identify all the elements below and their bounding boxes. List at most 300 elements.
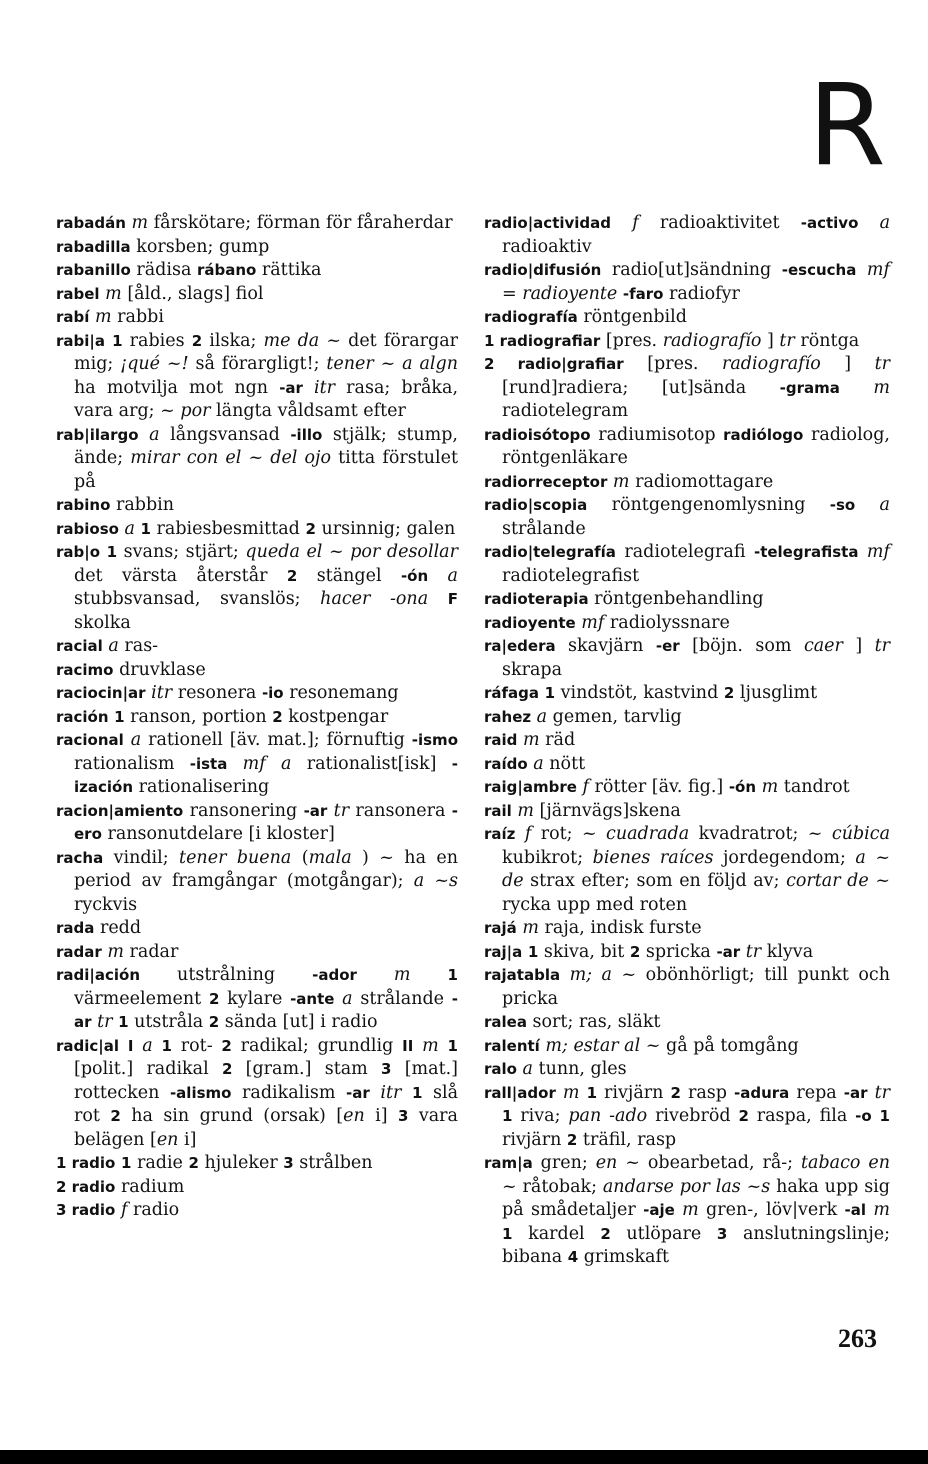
definition-text: obönhörligt; till punkt och pricka (502, 965, 890, 1009)
italic-text: en ~ (595, 1153, 640, 1173)
definition-text (439, 1036, 448, 1056)
definition-text: i] (364, 1106, 399, 1126)
dictionary-entry (484, 330, 890, 354)
definition-text: ransonering (183, 800, 304, 821)
italic-text: mf a (227, 753, 292, 774)
headword-text: 1 (586, 1083, 597, 1102)
headword-text: rabí (56, 308, 90, 326)
headword-text: rall|ador (484, 1083, 556, 1102)
dictionary-entry (484, 682, 890, 706)
definition-text: ras- (118, 636, 159, 656)
italic-text: itr (302, 377, 336, 398)
headword-text: 2 (208, 989, 220, 1008)
definition-text: skavjärn (555, 636, 656, 656)
headword-text: 3 radio (56, 1201, 116, 1219)
headword-text: 2 (221, 1060, 233, 1078)
definition-text: rädisa (130, 260, 197, 280)
definition-text: redd (94, 918, 142, 938)
italic-text: a (133, 1035, 153, 1056)
definition-text: vindstöt, kastvind (555, 683, 724, 703)
definition-text: gå på tomgång (660, 1035, 799, 1056)
definition-text: radar (123, 941, 179, 962)
headword-text: -activo (800, 214, 859, 232)
dictionary-entry (484, 1082, 890, 1153)
definition-text: ilska; (202, 330, 264, 351)
headword-text: I (127, 1036, 134, 1055)
headword-text: 2 (286, 566, 298, 585)
definition-text: strålande (502, 518, 586, 539)
headword-text: rab|ilargo (56, 425, 139, 444)
headword-text: 1 (112, 331, 123, 350)
definition-text: [mat.] rottecken (74, 1059, 458, 1103)
headword-text: raído (484, 754, 528, 773)
definition-text: kardel (512, 1223, 601, 1244)
headword-text: rabino (56, 496, 111, 514)
italic-text: a (531, 706, 548, 727)
definition-text: ranson, portion (124, 706, 273, 727)
dictionary-entry (484, 612, 890, 636)
definition-text: [polit.] radikal (74, 1059, 222, 1079)
dictionary-entry (484, 1152, 890, 1270)
definition-text: titta förstulet på (74, 448, 458, 492)
headword-text: rajatabla (484, 966, 561, 984)
definition-text: ] (842, 636, 875, 656)
definition-text: resonemang (283, 683, 399, 703)
definition-text: radiomottagare (629, 471, 774, 492)
headword-text: 2 (208, 1013, 220, 1031)
italic-text: ¡qué ~! (120, 354, 189, 374)
headword-text: 3 (716, 1224, 728, 1243)
definition-text: tandrot (778, 777, 850, 797)
italic-text: m (839, 377, 890, 398)
headword-text: rabel (56, 284, 100, 303)
italic-text: tr (740, 941, 762, 962)
definition-text: [böjn. som (679, 636, 804, 656)
definition-text: utstråla (128, 1012, 209, 1032)
headword-text: raíz (484, 825, 516, 843)
italic-text: m (516, 918, 539, 938)
italic-text: m (674, 1200, 699, 1220)
definition-text: radioaktivitet (638, 213, 801, 233)
definition-text: rötter [äv. fig.] (588, 777, 729, 797)
italic-text: m (89, 307, 112, 327)
definition-text: radio (127, 1200, 180, 1220)
definition-text: rationalism (74, 753, 190, 774)
definition-text: kubikrot; (502, 847, 593, 868)
headword-text: 2 (670, 1083, 681, 1102)
dictionary-entry (56, 729, 458, 800)
definition-text: ursinnig; galen (315, 518, 456, 539)
dictionary-entry (56, 236, 458, 260)
dictionary-entry (56, 1152, 458, 1176)
headword-text: 2 (738, 1107, 749, 1125)
definition-text: skrapa (502, 659, 563, 680)
headword-text: racional (56, 731, 124, 749)
headword-text: -ón (400, 566, 429, 585)
headword-text: rábano (196, 261, 257, 279)
dictionary-entry (484, 823, 890, 917)
italic-text: pan -ado (568, 1106, 648, 1126)
headword-text: -ar (843, 1083, 868, 1102)
dictionary-entry (484, 729, 890, 753)
dictionary-entry (56, 424, 458, 495)
definition-text: rabbi (111, 307, 164, 327)
definition-text: röntgenbehandling (588, 589, 764, 609)
italic-text: cortar de ~ (786, 871, 890, 891)
italic-text: radiografío (662, 330, 762, 351)
definition-text: rationalist[isk] (291, 753, 452, 774)
headword-text: -ar (279, 378, 303, 397)
headword-text: 2 (110, 1107, 121, 1125)
headword-text: radiorreceptor (484, 472, 608, 491)
headword-text: 3 (381, 1060, 392, 1078)
headword-text: 1 (120, 1154, 132, 1172)
definition-text (153, 1036, 162, 1056)
headword-text: 1 (106, 543, 118, 561)
italic-text: a (527, 753, 544, 774)
definition-text: strålande (352, 988, 452, 1009)
dictionary-entry (56, 1035, 458, 1153)
italic-text: f (611, 213, 639, 233)
italic-text: m; a ~ (560, 965, 637, 985)
headword-text: racial (56, 637, 103, 655)
headword-text: -escucha (781, 261, 857, 279)
headword-text: ralo (484, 1060, 517, 1078)
headword-text: radioisótopo (484, 425, 591, 444)
dictionary-entry (484, 1058, 890, 1082)
headword-text: rail (484, 801, 512, 820)
dictionary-entry (56, 306, 458, 330)
definition-text: grimskaft (578, 1247, 669, 1267)
italic-text: m (756, 777, 779, 797)
definition-text: ha motvilja mot ngn (74, 377, 280, 398)
italic-text: m; estar al ~ (539, 1035, 661, 1056)
headword-text: 2 radio|grafiar (484, 355, 624, 373)
headword-text: 1 (140, 519, 151, 538)
headword-text: -aje (643, 1201, 675, 1219)
headword-text: rahez (484, 707, 532, 726)
headword-text: ráfaga (484, 684, 540, 702)
headword-text: -ón (728, 778, 757, 796)
definition-text: radiotelegrafi (615, 542, 754, 562)
dictionary-entry (484, 917, 890, 941)
dictionary-entry (56, 283, 458, 307)
italic-text: a (102, 636, 119, 656)
italic-text: por (180, 401, 211, 421)
definition-text: längta våldsamt efter (210, 401, 406, 421)
headword-text: racimo (56, 660, 114, 679)
definition-text: utlöpare (610, 1223, 717, 1244)
definition-text: = (502, 283, 523, 304)
headword-text: -al (844, 1201, 867, 1219)
headword-text: rada (56, 919, 95, 937)
headword-text: 4 (567, 1248, 579, 1266)
italic-text: andarse por las ~s (602, 1176, 771, 1197)
headword-text: 2 (723, 684, 735, 702)
headword-text: 2 (629, 942, 641, 961)
italic-text: a (123, 730, 142, 750)
headword-text: 1 (527, 942, 539, 961)
italic-text: m (511, 800, 534, 821)
headword-text: rabadán (56, 214, 126, 232)
italic-text: mf (858, 542, 890, 562)
dictionary-entry (56, 1176, 458, 1200)
dictionary-entry (56, 964, 458, 1035)
headword-text: racha (56, 848, 104, 867)
definition-text: radiolyssnare (604, 612, 730, 633)
headword-text: raid (484, 731, 518, 749)
italic-text: en (156, 1129, 179, 1150)
dictionary-entry (56, 659, 458, 683)
definition-text: rabbin (110, 495, 175, 515)
headword-text: 2 (221, 1036, 232, 1055)
definition-text: [gram.] stam (232, 1059, 382, 1079)
definition-text: rationalisering (133, 777, 270, 797)
italic-text: m (413, 1035, 439, 1056)
definition-text: klyva (761, 941, 814, 962)
italic-text: m (101, 941, 124, 962)
definition-text: det värsta återstår (74, 565, 287, 586)
definition-text: obearbetad, rå-; (639, 1153, 801, 1173)
headword-text: 2 (191, 331, 203, 350)
definition-text: strålben (293, 1153, 373, 1173)
headword-text: 2 (305, 519, 316, 538)
headword-text: -io (261, 684, 284, 702)
italic-text: mala (308, 847, 352, 868)
dictionary-entry (484, 259, 890, 306)
definition-text: ljusglimt (734, 683, 818, 703)
definition-text: kvadratrot; ~ (689, 824, 832, 844)
italic-text: a (516, 1059, 533, 1079)
definition-text: stjälk; stump, ände; (74, 424, 458, 468)
definition-text: slå rot (74, 1082, 459, 1126)
italic-text: me da ~ (263, 330, 341, 351)
dictionary-entry (56, 330, 458, 424)
headword-text: radio|actividad (484, 214, 612, 232)
definition-text: rabiesbesmittad (150, 518, 306, 539)
headword-text: -ista (189, 754, 228, 773)
headword-text: -alismo (169, 1083, 232, 1102)
headword-text: raj|a (484, 942, 523, 961)
headword-text: -ización (74, 754, 458, 796)
dictionary-entry (484, 1011, 890, 1035)
headword-text: raig|ambre (484, 778, 577, 796)
italic-text: mirar con el ~ del ojo (130, 448, 332, 468)
dictionary-entry (484, 588, 890, 612)
headword-text: 1 (502, 1107, 513, 1125)
headword-text: radic|al (56, 1036, 120, 1055)
headword-text: radioterapia (484, 590, 589, 608)
headword-text: rajá (484, 919, 517, 937)
left-column (56, 212, 458, 1223)
italic-text: m (517, 730, 540, 750)
italic-text: cuadrada (606, 824, 690, 844)
headword-text: F (447, 590, 458, 608)
definition-text: rabies (122, 330, 192, 351)
definition-text: ryckvis (74, 894, 138, 915)
dictionary-entry (484, 212, 890, 259)
definition-text: träfil, rasp (577, 1129, 677, 1150)
definition-text: ransonera (349, 800, 452, 821)
definition-text: röntgengenomlysning (587, 495, 830, 515)
section-letter: R (808, 61, 886, 191)
headword-text: -ar (346, 1083, 370, 1102)
definition-text (411, 965, 448, 985)
definition-text: stubbsvansad, svanslös; (74, 589, 321, 609)
definition-text: utstrålning (140, 965, 313, 985)
definition-text: hjuleker (198, 1153, 284, 1173)
italic-text: tener ~ a algn (326, 354, 458, 374)
definition-text: [järnvägs]skena (533, 800, 681, 821)
definition-text: rivebröd (647, 1106, 739, 1126)
italic-text: tr (779, 330, 795, 351)
dictionary-entry (484, 635, 890, 682)
definition-text: haka upp sig på smådetaljer (502, 1176, 890, 1220)
definition-text (872, 1106, 880, 1126)
definition-text: det förargar mig; (74, 330, 458, 374)
headword-text: -ero (74, 801, 459, 843)
headword-text: rabadilla (56, 237, 131, 256)
italic-text: cúbica (831, 824, 890, 844)
definition-text: spricka (640, 941, 717, 962)
italic-text: hacer -ona (320, 589, 429, 609)
italic-text: mf (575, 612, 605, 633)
definition-text: radikal; grundlig (231, 1035, 403, 1056)
italic-text: a (334, 988, 353, 1009)
dictionary-entry (484, 1035, 890, 1059)
definition-text: raja, indisk furste (538, 918, 702, 938)
headword-text: 3 (283, 1154, 294, 1172)
definition-text (100, 542, 107, 562)
definition-text: rättika (256, 260, 322, 280)
dictionary-entry (484, 776, 890, 800)
page-number: 263 (838, 1324, 877, 1353)
headword-text: 1 (447, 1036, 458, 1055)
headword-text: racion|amiento (56, 801, 184, 820)
headword-text: radiografía (484, 308, 578, 326)
dictionary-entry (56, 706, 458, 730)
headword-text: rab|o (56, 543, 101, 561)
definition-text: rivjärn (502, 1129, 567, 1150)
definition-text: radium (115, 1176, 185, 1197)
headword-text: -er (655, 637, 680, 655)
headword-text: 1 radiografiar (484, 331, 601, 350)
headword-text: 1 radio (56, 1154, 116, 1172)
definition-text: kylare (219, 988, 291, 1009)
definition-text: gemen, tarvlig (547, 706, 682, 727)
italic-text: radiografío (722, 354, 821, 374)
headword-text: ram|a (484, 1154, 533, 1172)
headword-text: -ar (74, 989, 458, 1031)
headword-text: 1 (118, 1013, 129, 1031)
headword-text: 1 (502, 1224, 513, 1243)
definition-text: radiotelegrafist (502, 565, 640, 586)
italic-text: queda el ~ por desollar (245, 542, 458, 562)
italic-text: caer (803, 636, 843, 656)
headword-text: radar (56, 942, 102, 961)
definition-text: jordegendom; (713, 847, 856, 868)
italic-text: m (607, 471, 630, 492)
italic-text: m (866, 1200, 890, 1220)
definition-text (119, 1036, 128, 1056)
italic-text: m (555, 1082, 580, 1103)
italic-text: m (125, 213, 149, 233)
italic-text: f (576, 777, 589, 797)
italic-text: tr (874, 354, 890, 374)
dictionary-entry (56, 494, 458, 518)
dictionary-entry (56, 800, 458, 847)
headword-text: -o (855, 1107, 872, 1125)
definition-text: nött (543, 753, 586, 774)
dictionary-entry (56, 212, 458, 236)
headword-text: ra|edera (484, 637, 556, 655)
headword-text: 2 radio (56, 1177, 116, 1196)
dictionary-entry (56, 259, 458, 283)
italic-text: tr (327, 800, 350, 821)
headword-text: II (402, 1036, 414, 1055)
page-edge-bar (0, 1450, 928, 1464)
definition-text: radioaktiv (502, 236, 592, 257)
dictionary-entry (484, 706, 890, 730)
definition-text: rot; ~ (531, 824, 607, 844)
dictionary-entry (56, 847, 458, 918)
definition-text: ransonutdelare [i kloster] (101, 824, 335, 844)
definition-text: resonera (172, 683, 262, 703)
italic-text: a ~s (413, 871, 458, 891)
definition-text: korsben; gump (130, 236, 270, 257)
definition-text: röntga (794, 330, 860, 351)
headword-text: raciocin|ar (56, 684, 146, 702)
definition-text (401, 1083, 412, 1103)
italic-text: itr (369, 1082, 402, 1103)
italic-text: tr (874, 636, 891, 656)
definition-text (580, 1083, 587, 1103)
italic-text: m (99, 283, 122, 304)
dictionary-entry (484, 964, 890, 1011)
headword-text: -adura (734, 1083, 790, 1102)
definition-text: tunn, gles (532, 1059, 627, 1079)
headword-text: -grama (779, 378, 840, 397)
definition-text: strax efter; som en följd av; (523, 871, 787, 891)
dictionary-entry (484, 541, 890, 588)
definition-text: radiumisotop (590, 424, 724, 445)
definition-text: vindil; (103, 847, 180, 868)
headword-text: radio|difusión (484, 261, 602, 279)
right-column (484, 212, 890, 1270)
definition-text: rycka upp med roten (502, 894, 688, 915)
headword-text: -ar (716, 942, 741, 961)
headword-text: 1 (879, 1107, 890, 1125)
italic-text: tener buena (179, 847, 292, 868)
definition-text: rasp (680, 1082, 734, 1103)
definition-text: [pres. (600, 330, 663, 351)
headword-text: rabanillo (56, 261, 131, 279)
definition-text: fårskötare; förman för fåraherdar (148, 213, 453, 233)
definition-text: sända [ut] i radio (219, 1012, 378, 1032)
italic-text: a (428, 565, 458, 586)
italic-text: a (858, 213, 890, 233)
italic-text: tr (91, 1012, 113, 1032)
italic-text: tabaco en ~ (502, 1153, 890, 1197)
definition-text: [pres. (623, 354, 722, 374)
definition-text (428, 589, 448, 609)
dictionary-entry (484, 494, 890, 541)
headword-text: radi|ación (56, 966, 141, 984)
headword-text: -illo (290, 425, 323, 444)
headword-text: rabi|a (56, 331, 105, 350)
italic-text: a (855, 495, 890, 515)
headword-text: -ar (303, 801, 328, 820)
